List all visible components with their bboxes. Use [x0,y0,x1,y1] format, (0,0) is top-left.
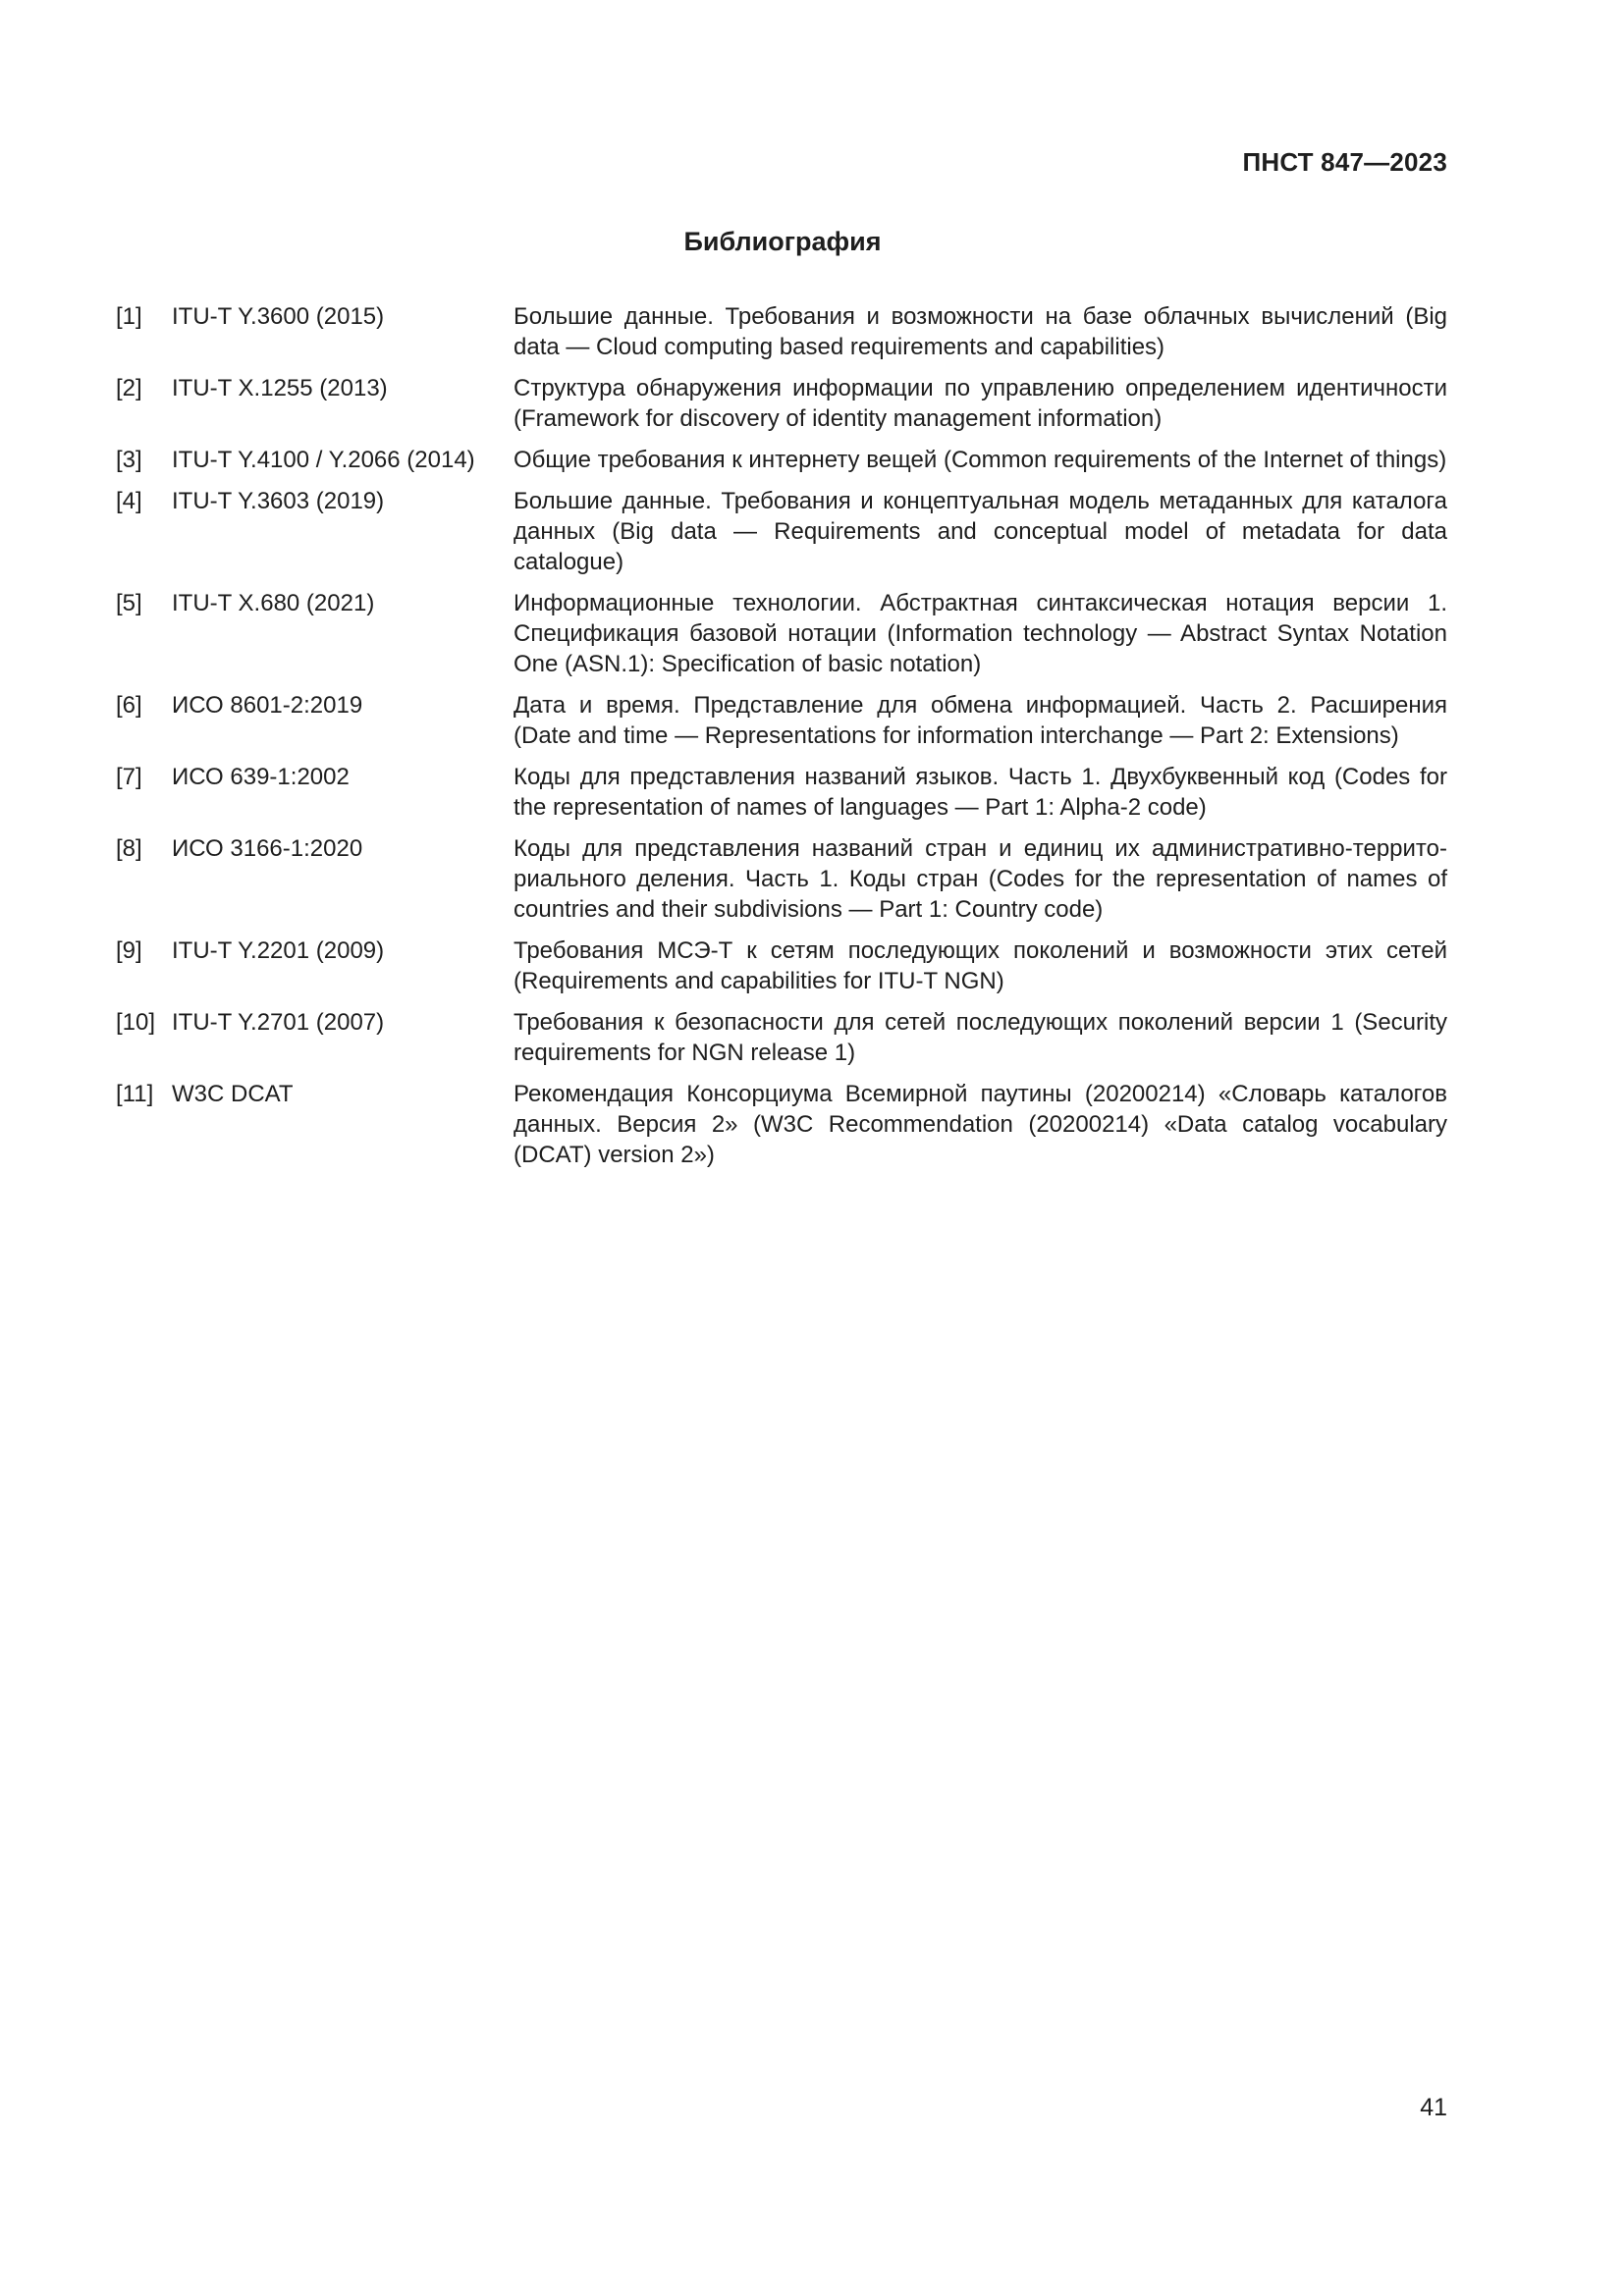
entry-standard-code: ИСО 639-1:2002 [172,764,350,790]
entry-number: [7] [116,764,142,790]
bibliography-entry [116,690,1447,751]
entry-standard-code: ITU-T X.1255 (2013) [172,375,388,401]
entry-standard-code: ИСО 8601-2:2019 [172,692,363,719]
bibliography-entry [116,588,1447,679]
entry-standard-code: ITU-T Y.4100 / Y.2066 (2014) [172,447,475,473]
entry-description: Информационные технологии. Абстрактная синтаксическая нотация версии 1. Спецификация базовой нотации (Information technology — Abstract Syntax Notation One (ASN.1): Specification of basic notation) [514,590,1447,677]
entry-number: [9] [116,937,142,964]
entry-description: Общие требования к интернету вещей (Common requirements of the Internet of things) [514,447,1447,473]
entry-standard-code: ITU-T X.680 (2021) [172,590,375,616]
entry-description: Дата и время. Представление для обмена информацией. Часть 2. Расширения (Date and time — Representations for information interchange — Part 2: Extensions) [514,692,1447,749]
entry-number: [6] [116,692,142,719]
entry-number: [8] [116,835,142,862]
entry-description: Коды для представления названий языков. Часть 1. Двухбуквенный код (Codes for the representation of names of languages — Part 1: Alpha-2 code) [514,764,1447,821]
entry-number: [10] [116,1009,156,1036]
entry-description: Большие данные. Требования и концептуальная модель метаданных для каталога данных (Big data — Requirements and conceptual model of metadata for data catalogue) [514,488,1447,575]
entry-description: Структура обнаружения информации по управлению определением идентичности (Framework for discovery of identity management information) [514,375,1447,432]
entry-description: Рекомендация Консорциума Всемирной паутины (20200214) «Словарь каталогов данных. Версия 2» (W3C Recommendation (20200214) «Data catalog vocabulary (DCAT) version 2») [514,1081,1447,1168]
bibliography-entry [116,833,1447,925]
entry-description: Требования к безопасности для сетей последующих поколений версии 1 (Security requirements for NGN release 1) [514,1009,1447,1066]
entry-standard-code: W3C DCAT [172,1081,294,1107]
bibliography-entry [116,373,1447,434]
entry-standard-code: ITU-T Y.3603 (2019) [172,488,385,514]
entry-description: Требования МСЭ-Т к сетям последующих поколений и возможности этих сетей (Requirements and capabilities for ITU-T NGN) [514,937,1447,994]
entry-standard-code: ITU-T Y.2701 (2007) [172,1009,385,1036]
entry-number: [11] [116,1081,154,1107]
entry-number: [1] [116,303,142,330]
bibliography-entry [116,301,1447,362]
entry-number: [2] [116,375,142,401]
entry-description: Большие данные. Требования и возможности на базе облачных вычислений (Big data — Cloud computing based requirements and capabilities) [514,303,1447,360]
entry-standard-code: ITU-T Y.3600 (2015) [172,303,385,330]
document-code: ПНСТ 847—2023 [1242,147,1447,177]
bibliography-entry [116,1079,1447,1170]
entry-description: Коды для представления названий стран и единиц их административно-территориального деления. Часть 1. Коды стран (Codes for the representation of names of countries and their subdivisions — Part 1: Country code) [514,835,1447,923]
entry-number: [3] [116,447,142,473]
bibliography-entry [116,486,1447,577]
entry-standard-code: ИСО 3166-1:2020 [172,835,363,862]
bibliography-entry [116,762,1447,823]
entry-number: [5] [116,590,142,616]
bibliography-entry [116,1007,1447,1068]
bibliography-entry [116,445,1447,475]
bibliography-list [116,301,1447,1181]
entry-number: [4] [116,488,142,514]
entry-standard-code: ITU-T Y.2201 (2009) [172,937,385,964]
bibliography-title: Библиография [683,227,882,256]
bibliography-entry [116,935,1447,996]
page-number: 41 [1420,2094,1447,2121]
